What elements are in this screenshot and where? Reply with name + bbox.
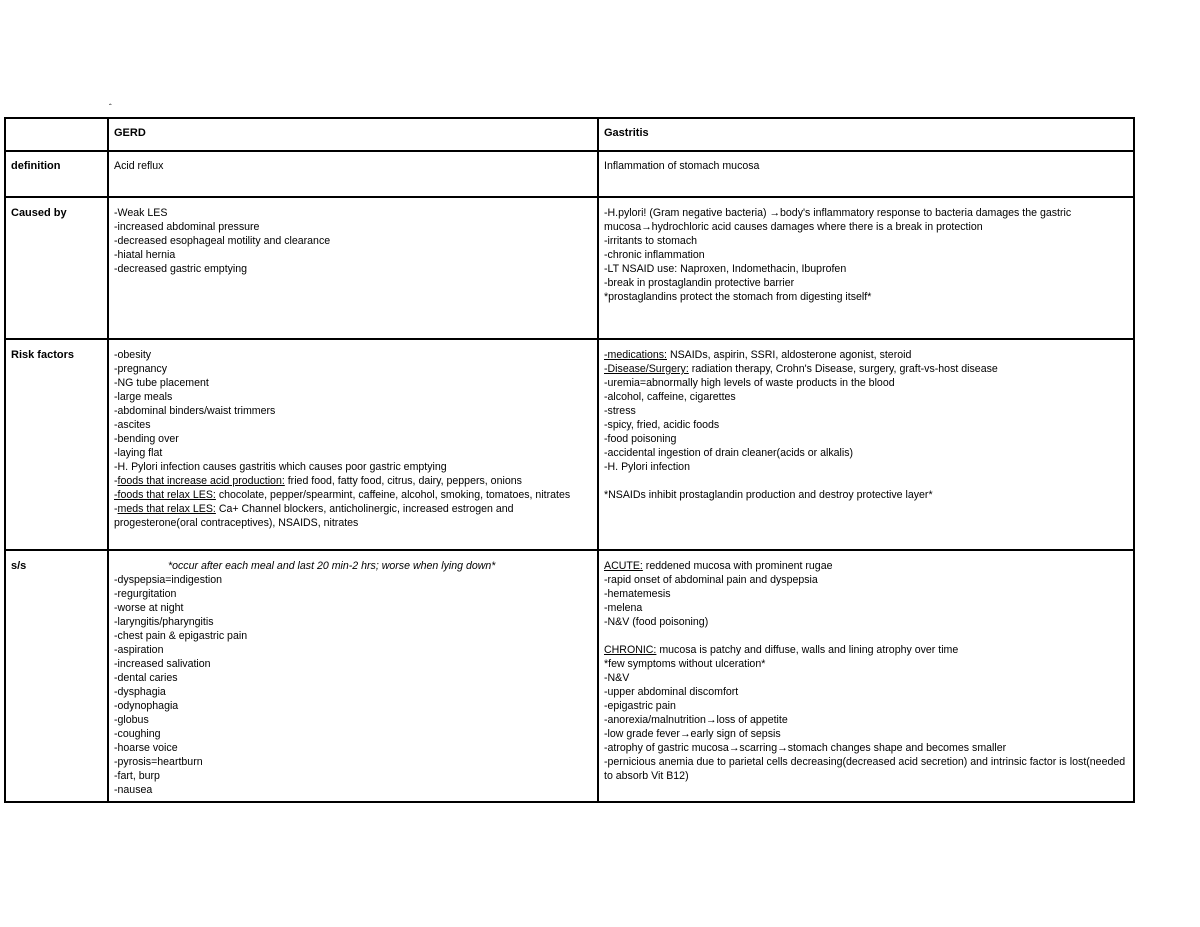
list-item: -epigastric pain (604, 700, 676, 712)
item-text: chocolate, pepper/spearmint, caffeine, alcohol, smoking, tomatoes, nitrates (215, 489, 571, 501)
list-item: -hematemesis (604, 588, 671, 600)
list-item: *few symptoms without ulceration* (604, 658, 766, 670)
underlined-label: -Disease/Surgery: (604, 363, 689, 375)
list-item: -LT NSAID use: Naproxen, Indomethacin, Ibuprofen (604, 263, 847, 275)
list-item: -H. Pylori infection (604, 461, 690, 473)
list-item: -coughing (114, 728, 161, 740)
comparison-table (4, 117, 1135, 803)
list-item: -N&V (604, 672, 630, 684)
list-item: -abdominal binders/waist trimmers (114, 405, 276, 417)
list-item: -hoarse voice (114, 742, 178, 754)
list-item: *prostaglandins protect the stomach from digesting itself* (604, 291, 872, 303)
header-gastritis: Gastritis (598, 118, 1134, 151)
gerd-signs-symptoms (108, 550, 598, 802)
list-item: -stress (604, 405, 636, 417)
row-label-caused-by: Caused by (5, 197, 108, 339)
list-item: -dental caries (114, 672, 178, 684)
list-item: -pernicious anemia due to parietal cells decreasing(decreased acid secretion) and intrinsic factor is lost(needed to absorb Vit B12) (604, 756, 1126, 782)
list-item: -regurgitation (114, 588, 177, 600)
gastritis-causes (598, 197, 1134, 339)
list-item: -decreased esophageal motility and clearance (114, 235, 331, 247)
gerd-risk-factors (108, 339, 598, 550)
list-item: -large meals (114, 391, 173, 403)
header-empty-cell (5, 118, 108, 151)
list-item: -H.pylori! (Gram negative bacteria) →body's inflammatory response to bacteria damages the gastric mucosa→hydrochloric acid causes damages where there is a break in protection (604, 207, 1072, 233)
list-item: -pregnancy (114, 363, 167, 375)
row-risk-factors (5, 339, 1134, 550)
list-item: -uremia=abnormally high levels of waste products in the blood (604, 377, 895, 389)
list-item: -meds that relax LES: Ca+ Channel blockers, anticholinergic, increased estrogen and progesterone(oral contraceptives), NSAIDS, nitrates (114, 503, 514, 529)
item-text: radiation therapy, Crohn's Disease, surgery, graft-vs-host disease (688, 363, 998, 375)
list-item: -chest pain & epigastric pain (114, 630, 248, 642)
gastritis-signs-symptoms (598, 550, 1134, 802)
list-item: -dysphagia (114, 686, 166, 698)
list-item (604, 643, 1128, 657)
list-item: -atrophy of gastric mucosa→scarring→stomach changes shape and becomes smaller (604, 742, 1007, 754)
spacer (604, 629, 1128, 643)
gastritis-risk-factors (598, 339, 1134, 550)
list-item: -chronic inflammation (604, 249, 705, 261)
list-item: -melena (604, 602, 643, 614)
top-mark: ˆ (109, 103, 112, 112)
underlined-label: ACUTE: (604, 560, 643, 572)
gerd-definition: Acid reflux (108, 151, 598, 197)
list-item: -irritants to stomach (604, 235, 698, 247)
row-definition (5, 151, 1134, 197)
list-item (604, 348, 1128, 362)
list-item: -laying flat (114, 447, 163, 459)
list-item: -increased abdominal pressure (114, 221, 260, 233)
row-label-risk-factors: Risk factors (5, 339, 108, 550)
list-item: -Weak LES (114, 207, 168, 219)
list-item: -hiatal hernia (114, 249, 176, 261)
list-item: -pyrosis=heartburn (114, 756, 203, 768)
item-text: NSAIDs, aspirin, SSRI, aldosterone agonist, steroid (667, 349, 912, 361)
list-item: -low grade fever→early sign of sepsis (604, 728, 781, 740)
underlined-label: -medications: (604, 349, 667, 361)
gastritis-definition: Inflammation of stomach mucosa (598, 151, 1134, 197)
list-item: -nausea (114, 784, 153, 796)
underlined-label: foods that increase acid production: (117, 475, 285, 487)
gerd-causes (108, 197, 598, 339)
list-item: -break in prostaglandin protective barrier (604, 277, 795, 289)
list-item: -accidental ingestion of drain cleaner(acids or alkalis) (604, 447, 854, 459)
underlined-label: -foods that relax LES: (114, 489, 216, 501)
list-item: -ascites (114, 419, 151, 431)
list-item: *NSAIDs inhibit prostaglandin production and destroy protective layer* (604, 489, 933, 501)
list-item (604, 362, 1128, 376)
list-item: -upper abdominal discomfort (604, 686, 739, 698)
list-item: -globus (114, 714, 149, 726)
header-row (5, 118, 1134, 151)
list-item: -decreased gastric emptying (114, 263, 248, 275)
list-item: -laryngitis/pharyngitis (114, 616, 214, 628)
list-item: -dyspepsia=indigestion (114, 574, 223, 586)
list-item: -worse at night (114, 602, 184, 614)
item-text: reddened mucosa with prominent rugae (642, 560, 833, 572)
list-item: -obesity (114, 349, 152, 361)
item-text: fried food, fatty food, citrus, dairy, peppers, onions (284, 475, 522, 487)
list-item: -food poisoning (604, 433, 677, 445)
list-item: -spicy, fried, acidic foods (604, 419, 720, 431)
list-item (604, 559, 1128, 573)
list-item (114, 488, 592, 502)
list-item: -anorexia/malnutrition→loss of appetite (604, 714, 788, 726)
list-item: -increased salivation (114, 658, 211, 670)
underlined-label: CHRONIC: (604, 644, 657, 656)
list-item: -odynophagia (114, 700, 179, 712)
list-item: -alcohol, caffeine, cigarettes (604, 391, 736, 403)
list-item: -fart, burp (114, 770, 160, 782)
header-gerd: GERD (108, 118, 598, 151)
underlined-label: meds that relax LES: (117, 503, 216, 515)
gerd-ss-note: *occur after each meal and last 20 min-2 hrs; worse when lying down* (168, 560, 496, 572)
row-signs-symptoms (5, 550, 1134, 802)
row-label-ss: s/s (5, 550, 108, 802)
list-item: -aspiration (114, 644, 164, 656)
list-item: -N&V (food poisoning) (604, 616, 709, 628)
item-text: mucosa is patchy and diffuse, walls and lining atrophy over time (656, 644, 959, 656)
row-caused-by (5, 197, 1134, 339)
list-item: -NG tube placement (114, 377, 209, 389)
spacer (604, 474, 1128, 488)
list-item: -rapid onset of abdominal pain and dyspepsia (604, 574, 818, 586)
list-item: -bending over (114, 433, 179, 445)
item-text: Ca+ Channel blockers, anticholinergic, increased estrogen and progesterone(oral contraceptives), NSAIDS, nitrates (114, 503, 514, 529)
list-item: -H. Pylori infection causes gastritis which causes poor gastric emptying (114, 461, 447, 473)
row-label-definition: definition (5, 151, 108, 197)
list-item: -foods that increase acid production: fried food, fatty food, citrus, dairy, peppers, onions (114, 475, 522, 487)
